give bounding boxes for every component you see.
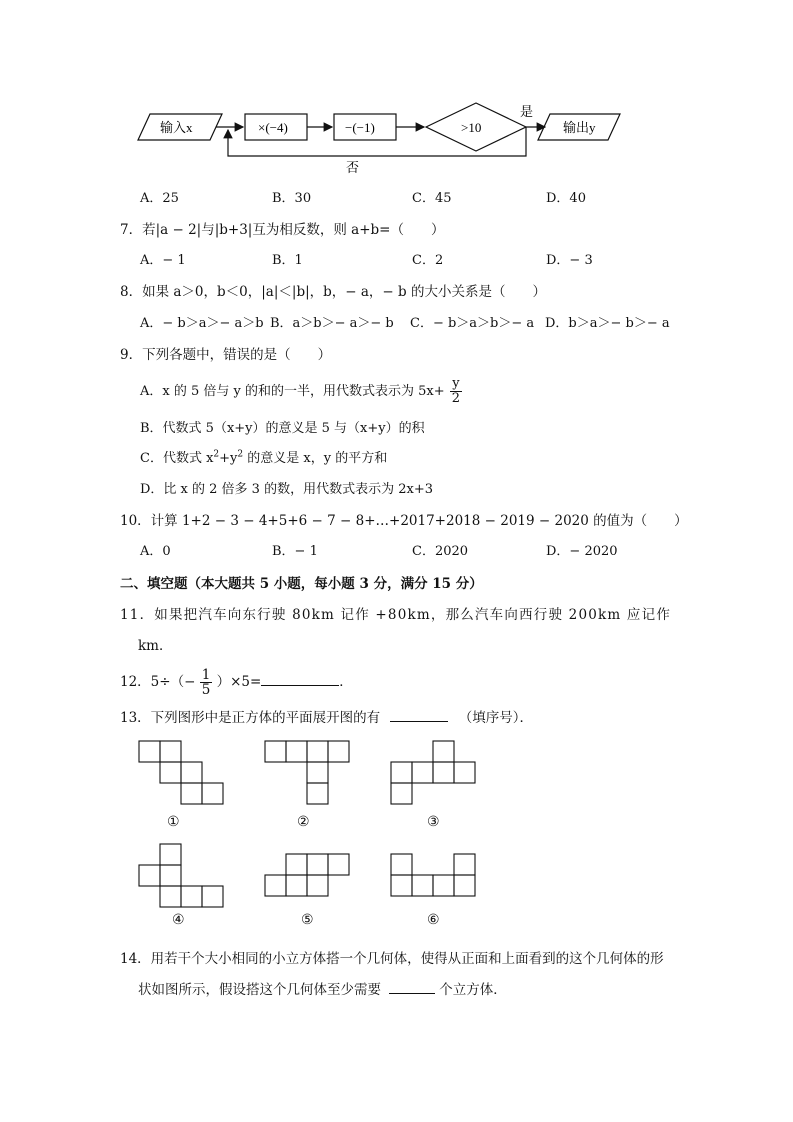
q9-option-c-sup2: 2 (237, 449, 244, 460)
flow-cond-text: >10 (461, 120, 482, 135)
q6-option-b: B．30 (272, 191, 312, 206)
q12-fraction (200, 668, 213, 697)
q9-option-c (140, 447, 387, 466)
flow-op2-text: −(−1) (345, 120, 375, 135)
q9-option-c-post: 的意义是 x，y 的平方和 (243, 451, 388, 466)
q9-stem: 9．下列各题中，错误的是（ ） (120, 347, 332, 363)
section-2-heading: 二、填空题（本大题共 5 小题，每小题 3 分，满分 15 分） (120, 576, 483, 592)
q10-option-a: A．0 (140, 544, 171, 559)
q9-option-a-text: A．x 的 5 倍与 y 的和的一半，用代数式表示为 5x+ (140, 384, 445, 399)
q9-option-d: D．比 x 的 2 倍多 3 的数，用代数式表示为 2x+3 (140, 482, 433, 497)
q10-option-b: B．− 1 (272, 544, 318, 559)
flowchart (130, 98, 640, 178)
q13-stem-line (120, 706, 533, 726)
net-3 (391, 741, 475, 804)
q8-option-c: C．− b＞a＞b＞− a (410, 316, 535, 331)
q13-stem: 13．下列图形中是正方体的平面展开图的有 (120, 710, 381, 726)
q9-option-c-mid: +y (219, 451, 238, 466)
net-2 (265, 741, 349, 804)
net-3-label: ③ (427, 814, 440, 830)
net-6-label: ⑥ (427, 912, 440, 928)
net-4-label: ④ (172, 912, 185, 928)
flow-input-text: 输入x (160, 120, 193, 135)
q7-option-c: C．2 (412, 253, 444, 268)
q8-stem: 8．如果 a＞0，b＜0，|a|＜|b|，b，− a，− b 的大小关系是（ ） (120, 284, 546, 300)
q14-answer-blank (389, 993, 435, 994)
q7-option-d: D．− 3 (546, 253, 593, 268)
q14-line2-wrap (138, 978, 507, 998)
q10-option-d: D．− 2020 (546, 544, 618, 559)
q10-stem: 10．计算 1+2 − 3 − 4+5+6 − 7 − 8+…+2017+2018 − 2019 − 2020 的值为（ ） (120, 513, 688, 529)
net-4 (139, 844, 223, 907)
q14-line1: 14．用若干个大小相同的小立方体搭一个几何体，使得从正面和上面看到的这个几何体的形 (120, 951, 664, 967)
flow-op1-text: ×(−4) (258, 120, 288, 135)
q12-answer-blank (261, 685, 339, 686)
flow-output-text: 输出y (563, 120, 596, 135)
q9-option-b: B．代数式 5（x+y）的意义是 5 与（x+y）的积 (140, 421, 425, 436)
q9-option-c-sup1: 2 (213, 449, 220, 460)
q8-option-a: A．− b＞a＞− a＞b (140, 316, 264, 331)
q12-post: ）×5= (216, 674, 262, 690)
q9-fraction-num: y (450, 377, 462, 392)
q13-answer-blank (390, 721, 448, 722)
q12-fraction-num: 1 (201, 667, 211, 683)
q9-fraction-den: 2 (451, 391, 461, 406)
q8-option-d: D．b＞a＞− b＞− a (545, 316, 670, 331)
q14-line2-end: 个立方体． (439, 982, 507, 998)
net-1 (139, 741, 223, 804)
q6-option-a: A．25 (140, 191, 179, 206)
q7-stem: 7．若|a − 2|与|b+3|互为相反数，则 a+b=（ ） (120, 222, 445, 238)
q12-end: ． (339, 674, 353, 690)
q14-line2: 状如图所示，假设搭这个几何体至少需要 (138, 982, 381, 998)
net-1-label: ① (167, 814, 180, 830)
q11-line1: 11．如果把汽车向东行驶 80km 记作 +80km，那么汽车向西行驶 200km 应记作 (120, 607, 672, 623)
flow-yes-text: 是 (520, 104, 534, 119)
net-2-label: ② (297, 814, 310, 830)
q9-fraction (450, 377, 462, 406)
q10-option-c: C．2020 (412, 544, 469, 559)
q12-fraction-den: 5 (201, 682, 211, 698)
flow-no-text: 否 (346, 160, 360, 175)
q12 (120, 668, 353, 697)
q11-line2: km． (138, 638, 173, 654)
q8-option-b: B．a＞b＞− a＞− b (270, 316, 394, 331)
q7-option-b: B．1 (272, 253, 303, 268)
q9-option-a (140, 377, 462, 406)
cube-nets-figure (130, 735, 490, 935)
q6-option-d: D．40 (546, 191, 586, 206)
q12-pre: 12．5÷（− (120, 674, 196, 690)
q13-stem-end: （填序号）． (458, 710, 534, 726)
q7-option-a: A．− 1 (140, 253, 186, 268)
q9-option-c-pre: C．代数式 x (140, 451, 214, 466)
q6-option-c: C．45 (412, 191, 452, 206)
net-5 (265, 854, 349, 896)
net-5-label: ⑤ (301, 912, 314, 928)
net-6 (391, 854, 475, 896)
